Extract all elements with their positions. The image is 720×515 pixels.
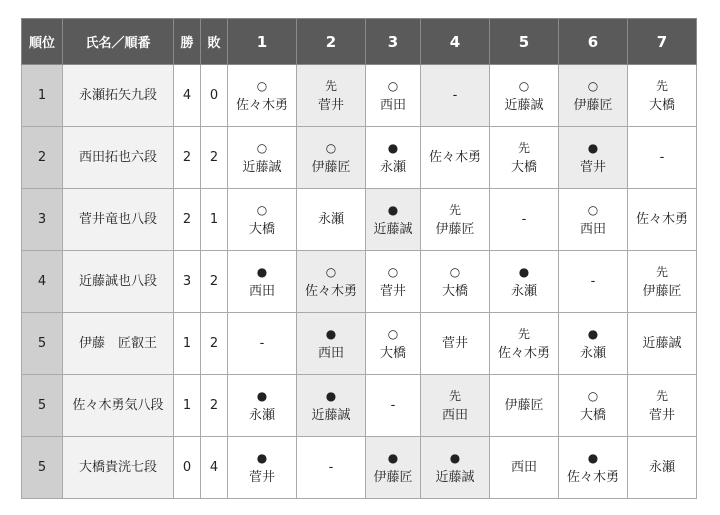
result-cell [628, 313, 697, 375]
result-cell [421, 189, 490, 251]
wins-cell: 1 [174, 375, 201, 437]
result-mark: 先 [448, 388, 461, 403]
result-cell [297, 189, 366, 251]
wins-cell: 1 [174, 313, 201, 375]
result-cell [421, 251, 490, 313]
opponent-name: 永瀬 [317, 211, 344, 227]
wins-cell: 3 [174, 251, 201, 313]
losses-cell: 2 [201, 375, 228, 437]
opponent-name: 大橋 [248, 221, 275, 237]
result-cell [228, 313, 297, 375]
result-mark: ○ [256, 78, 268, 93]
result-mark: ○ [256, 202, 268, 217]
opponent-name: - [390, 397, 396, 413]
result-cell [559, 189, 628, 251]
losses-cell: 2 [201, 313, 228, 375]
result-cell [490, 437, 559, 499]
result-cell [297, 375, 366, 437]
result-mark: ○ [387, 326, 399, 341]
result-cell [628, 437, 697, 499]
losses-cell: 4 [201, 437, 228, 499]
opponent-name: 佐々木勇 [497, 345, 550, 361]
result-cell [421, 127, 490, 189]
result-mark: ○ [587, 202, 599, 217]
table-row [22, 313, 697, 375]
opponent-name: 西田 [317, 345, 344, 361]
player-name-cell: 大橋貴洸七段 [63, 437, 174, 499]
header-losses: 敗 [201, 19, 228, 65]
opponent-name: 伊藤匠 [573, 97, 613, 113]
opponent-name: 佐々木勇 [235, 97, 288, 113]
result-cell [228, 437, 297, 499]
wins-cell: 0 [174, 437, 201, 499]
opponent-name: - [328, 459, 334, 475]
opponent-name: 菅井 [317, 97, 344, 113]
opponent-name: - [259, 335, 265, 351]
opponent-name: 大橋 [441, 283, 468, 299]
result-cell [228, 127, 297, 189]
result-cell [297, 313, 366, 375]
result-cell [559, 251, 628, 313]
opponent-name: 近藤誠 [435, 469, 475, 485]
result-cell [366, 437, 421, 499]
opponent-name: 佐々木勇 [566, 469, 619, 485]
opponent-name: 西田 [510, 459, 537, 475]
opponent-name: 近藤誠 [373, 221, 413, 237]
result-cell [297, 437, 366, 499]
opponent-name: 西田 [441, 407, 468, 423]
result-cell [628, 375, 697, 437]
result-cell [490, 251, 559, 313]
result-cell [559, 313, 628, 375]
header-rank: 順位 [22, 19, 63, 65]
wins-cell: 4 [174, 65, 201, 127]
header-wins: 勝 [174, 19, 201, 65]
result-cell [366, 313, 421, 375]
opponent-name: 西田 [579, 221, 606, 237]
header-round-5: 5 [490, 19, 559, 65]
result-cell [490, 65, 559, 127]
opponent-name: - [452, 87, 458, 103]
opponent-name: 永瀬 [248, 407, 275, 423]
player-name-cell: 永瀬拓矢九段 [63, 65, 174, 127]
opponent-name: 大橋 [648, 97, 675, 113]
result-mark: ● [256, 264, 268, 279]
header-round-4: 4 [421, 19, 490, 65]
losses-cell: 0 [201, 65, 228, 127]
result-mark: ● [325, 326, 337, 341]
result-mark: 先 [448, 202, 461, 217]
result-cell [490, 189, 559, 251]
result-cell [228, 189, 297, 251]
result-mark: ● [587, 450, 599, 465]
opponent-name: 伊藤匠 [435, 221, 475, 237]
wins-cell: 2 [174, 189, 201, 251]
result-cell [228, 375, 297, 437]
result-mark: ○ [587, 78, 599, 93]
result-cell [421, 65, 490, 127]
opponent-name: 伊藤匠 [642, 283, 682, 299]
opponent-name: - [590, 273, 596, 289]
player-name-cell: 近藤誠也八段 [63, 251, 174, 313]
rank-cell: 4 [22, 251, 63, 313]
table-row [22, 127, 697, 189]
opponent-name: 近藤誠 [311, 407, 351, 423]
result-cell [628, 251, 697, 313]
result-mark: ○ [325, 264, 337, 279]
opponent-name: 佐々木勇 [428, 149, 481, 165]
opponent-name: 近藤誠 [242, 159, 282, 175]
result-cell [628, 65, 697, 127]
header-round-7: 7 [628, 19, 697, 65]
result-mark: ○ [256, 140, 268, 155]
result-mark: ● [256, 388, 268, 403]
result-cell [366, 251, 421, 313]
result-cell [559, 437, 628, 499]
opponent-name: 大橋 [379, 345, 406, 361]
result-cell [228, 251, 297, 313]
opponent-name: 永瀬 [579, 345, 606, 361]
result-mark: 先 [324, 78, 337, 93]
result-cell [490, 313, 559, 375]
rank-cell: 3 [22, 189, 63, 251]
table-row [22, 375, 697, 437]
result-cell [366, 375, 421, 437]
result-cell [297, 65, 366, 127]
losses-cell: 2 [201, 251, 228, 313]
result-mark: ○ [518, 78, 530, 93]
result-cell [490, 127, 559, 189]
opponent-name: 永瀬 [510, 283, 537, 299]
header-round-2: 2 [297, 19, 366, 65]
opponent-name: - [659, 149, 665, 165]
rank-cell: 5 [22, 437, 63, 499]
result-cell [297, 127, 366, 189]
opponent-name: 西田 [379, 97, 406, 113]
table-row [22, 437, 697, 499]
opponent-name: 伊藤匠 [504, 397, 544, 413]
result-mark: ○ [325, 140, 337, 155]
wins-cell: 2 [174, 127, 201, 189]
result-mark: ● [387, 140, 399, 155]
opponent-name: 菅井 [248, 469, 275, 485]
opponent-name: 伊藤匠 [373, 469, 413, 485]
header-row [22, 19, 697, 65]
result-mark: 先 [655, 264, 668, 279]
opponent-name: 菅井 [379, 283, 406, 299]
table-body [22, 65, 697, 499]
opponent-name: 西田 [248, 283, 275, 299]
league-table [21, 18, 697, 499]
result-cell [490, 375, 559, 437]
result-mark: 先 [517, 326, 530, 341]
losses-cell: 2 [201, 127, 228, 189]
rank-cell: 2 [22, 127, 63, 189]
result-mark: ● [587, 326, 599, 341]
losses-cell: 1 [201, 189, 228, 251]
result-cell [559, 375, 628, 437]
opponent-name: 永瀬 [648, 459, 675, 475]
player-name-cell: 菅井竜也八段 [63, 189, 174, 251]
result-cell [366, 65, 421, 127]
opponent-name: 菅井 [579, 159, 606, 175]
table-row [22, 251, 697, 313]
result-mark: ● [587, 140, 599, 155]
result-mark: ○ [587, 388, 599, 403]
rank-cell: 5 [22, 313, 63, 375]
player-name-cell: 佐々木勇気八段 [63, 375, 174, 437]
result-mark: 先 [517, 140, 530, 155]
result-cell [559, 127, 628, 189]
table-row [22, 65, 697, 127]
header-round-6: 6 [559, 19, 628, 65]
result-mark: 先 [655, 388, 668, 403]
result-mark: ● [387, 202, 399, 217]
rank-cell: 1 [22, 65, 63, 127]
opponent-name: 菅井 [648, 407, 675, 423]
result-mark: ● [518, 264, 530, 279]
player-name-cell: 西田拓也六段 [63, 127, 174, 189]
header-name: 氏名／順番 [63, 19, 174, 65]
opponent-name: 伊藤匠 [311, 159, 351, 175]
opponent-name: 大橋 [510, 159, 537, 175]
player-name-cell: 伊藤 匠叡王 [63, 313, 174, 375]
result-cell [366, 189, 421, 251]
rank-cell: 5 [22, 375, 63, 437]
opponent-name: 佐々木勇 [304, 283, 357, 299]
result-mark: ○ [387, 78, 399, 93]
result-cell [366, 127, 421, 189]
result-mark: ● [325, 388, 337, 403]
result-cell [559, 65, 628, 127]
result-mark: ● [256, 450, 268, 465]
result-cell [228, 65, 297, 127]
opponent-name: - [521, 211, 527, 227]
result-cell [297, 251, 366, 313]
header-round-1: 1 [228, 19, 297, 65]
result-cell [628, 127, 697, 189]
result-mark: ● [387, 450, 399, 465]
opponent-name: 近藤誠 [642, 335, 682, 351]
opponent-name: 菅井 [441, 335, 468, 351]
opponent-name: 永瀬 [379, 159, 406, 175]
result-mark: ○ [387, 264, 399, 279]
result-cell [421, 437, 490, 499]
table-row [22, 189, 697, 251]
result-mark: 先 [655, 78, 668, 93]
result-cell [421, 313, 490, 375]
opponent-name: 近藤誠 [504, 97, 544, 113]
result-cell [628, 189, 697, 251]
result-cell [421, 375, 490, 437]
opponent-name: 佐々木勇 [635, 211, 688, 227]
header-round-3: 3 [366, 19, 421, 65]
opponent-name: 大橋 [579, 407, 606, 423]
result-mark: ● [449, 450, 461, 465]
result-mark: ○ [449, 264, 461, 279]
